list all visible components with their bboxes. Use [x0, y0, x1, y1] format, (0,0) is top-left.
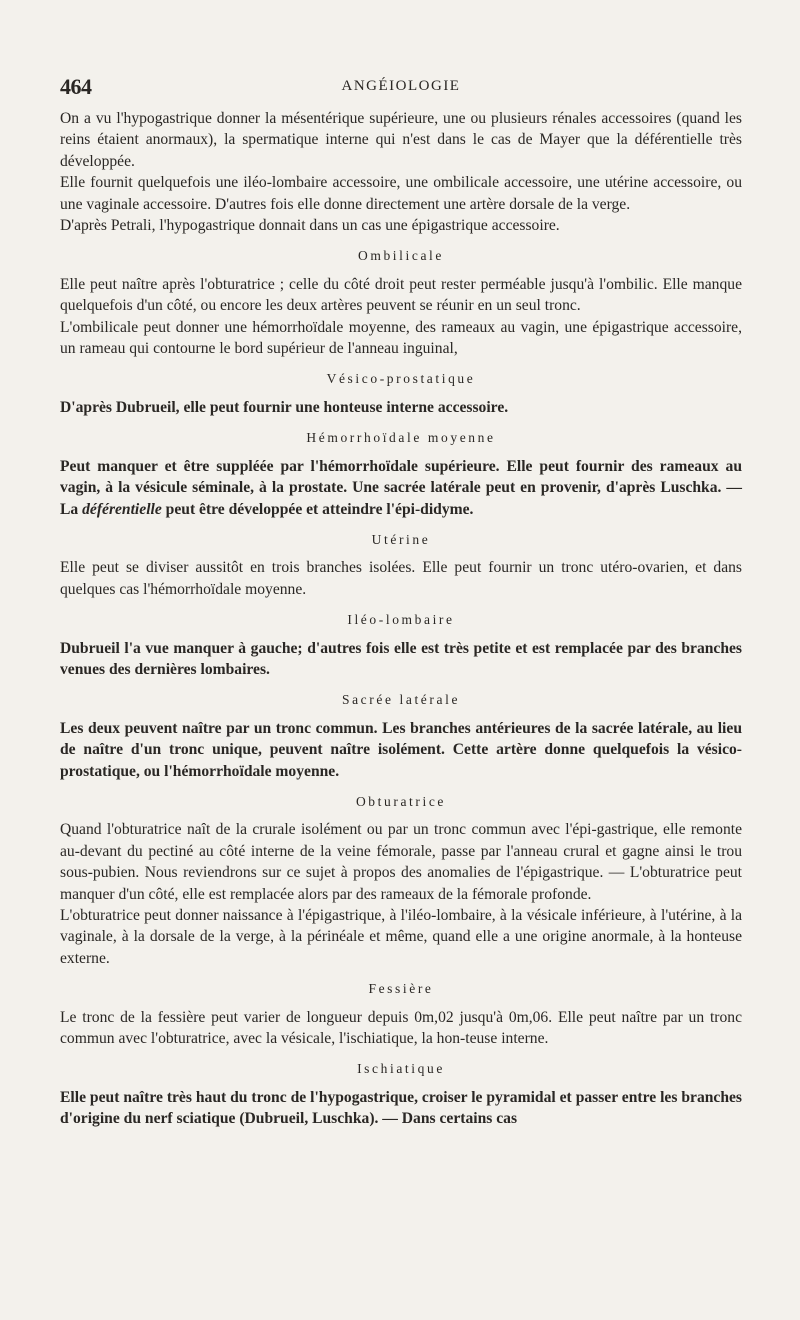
paragraph: Dubrueil l'a vue manquer à gauche; d'autres fois elle est très petite et est remplacée par des branches venues des dernières lombaires. [60, 639, 742, 678]
section-heading-obturatrice: Obturatrice [355, 793, 447, 809]
paragraph: Le tronc de la fessière peut varier de longueur depuis 0m,02 jusqu'à 0m,06. Elle peut naître par un tronc commun avec l'obturatrice, avec la vésicale, l'ischiatique, la hon-teuse interne. [60, 1008, 742, 1048]
paragraph: On a vu l'hypogastrique donner la mésentérique supérieure, une ou plusieurs rénales accessoires (quand les reins étaient anormaux), la spermatique interne qui n'est dans le cas de Mayer que la déférentielle très développée. [60, 110, 742, 170]
section-heading-hemorrhoidale-moyenne: Hémorrhoïdale moyenne [306, 430, 496, 446]
text-run: peut être développée et atteindre l'épi-didyme. [161, 500, 474, 518]
section-heading-sacree-laterale: Sacrée latérale [341, 692, 461, 708]
page-body [60, 108, 742, 1130]
paragraph: L'ombilicale peut donner une hémorrhoïdale moyenne, des rameaux au vagin, une épigastrique accessoire, un rameau qui contourne le bord supérieur de l'anneau inguinal, [60, 318, 742, 358]
paragraph: D'après Petrali, l'hypogastrique donnait dans un cas une épigastrique accessoire. [60, 217, 560, 235]
paragraph: Elle peut se diviser aussitôt en trois branches isolées. Elle peut fournir un tronc utéro-ovarien, et dans quelques cas l'hémorrhoïdale moyenne. [60, 559, 742, 598]
section-heading-ischiatique: Ischiatique [357, 1061, 445, 1077]
section-heading-ombilicale: Ombilicale [358, 248, 444, 264]
section-heading-uterine: Utérine [371, 531, 431, 547]
paragraph: Elle peut naître très haut du tronc de l'hypogastrique, croiser le pyramidal et passer entre les branches d'origine du nerf sciatique (Dubrueil, Luschka). — Dans certains cas [60, 1088, 742, 1128]
paragraph: D'après Dubrueil, elle peut fournir une honteuse interne accessoire. [60, 398, 509, 416]
text-run: Peut manquer et être suppléée par l'hémorrhoïdale supérieure. Elle peut fournir des rameaux au vagin, à la vésicule séminale, à la prostate. Une sacrée latérale peut en provenir, d'après Luschka. — La [60, 457, 742, 518]
paragraph: Les deux peuvent naître par un tronc commun. Les branches antérieures de la sacrée latérale, au lieu de naître d'un tronc unique, peuvent naître isolément. Cette artère donne quelquefois la vésico-prostatique, ou l'hémorrhoïdale moyenne. [60, 719, 742, 780]
paragraph [60, 456, 742, 520]
paragraph: L'obturatrice peut donner naissance à l'épigastrique, à l'iléo-lombaire, à la vésicale inférieure, à l'utérine, à la vaginale, à la dorsale de la verge, à la périnéale et même, quand elle a une origine anormale, à la honteuse externe. [60, 907, 742, 967]
page-number: 464 [60, 74, 92, 99]
paragraph: Quand l'obturatrice naît de la crurale isolément ou par un tronc commun avec l'épi-gastrique, elle remonte au-devant du pectiné au côté interne de la veine fémorale, passe par l'anneau crural et gagne ainsi le trou sous-pubien. Nous reviendrons sur ce sujet à propos des anomalies de l'épigastrique. — L'obturatrice peut manquer d'un côté, elle est remplacée alors par des rameaux de la fémorale profonde. [60, 821, 742, 903]
paragraph: Elle fournit quelquefois une iléo-lombaire accessoire, une ombilicale accessoire, une utérine accessoire, ou une vaginale accessoire. D'autres fois elle donne directement une artère dorsale de la verge. [60, 174, 742, 213]
page-header [60, 74, 742, 108]
emphasized-term: déférentielle [82, 500, 162, 518]
section-heading-fessiere: Fessière [368, 981, 434, 997]
paragraph: Elle peut naître après l'obturatrice ; celle du côté droit peut rester perméable jusqu'à l'ombilic. Elle manque quelquefois d'un côté, ou encore les deux artères peuvent se réunir en un seul tronc. [60, 275, 742, 315]
section-heading-ileo-lombaire: Iléo-lombaire [347, 612, 455, 628]
section-heading-vesico-prostatique: Vésico-prostatique [326, 371, 476, 387]
running-title: ANGÉIOLOGIE [341, 78, 461, 94]
